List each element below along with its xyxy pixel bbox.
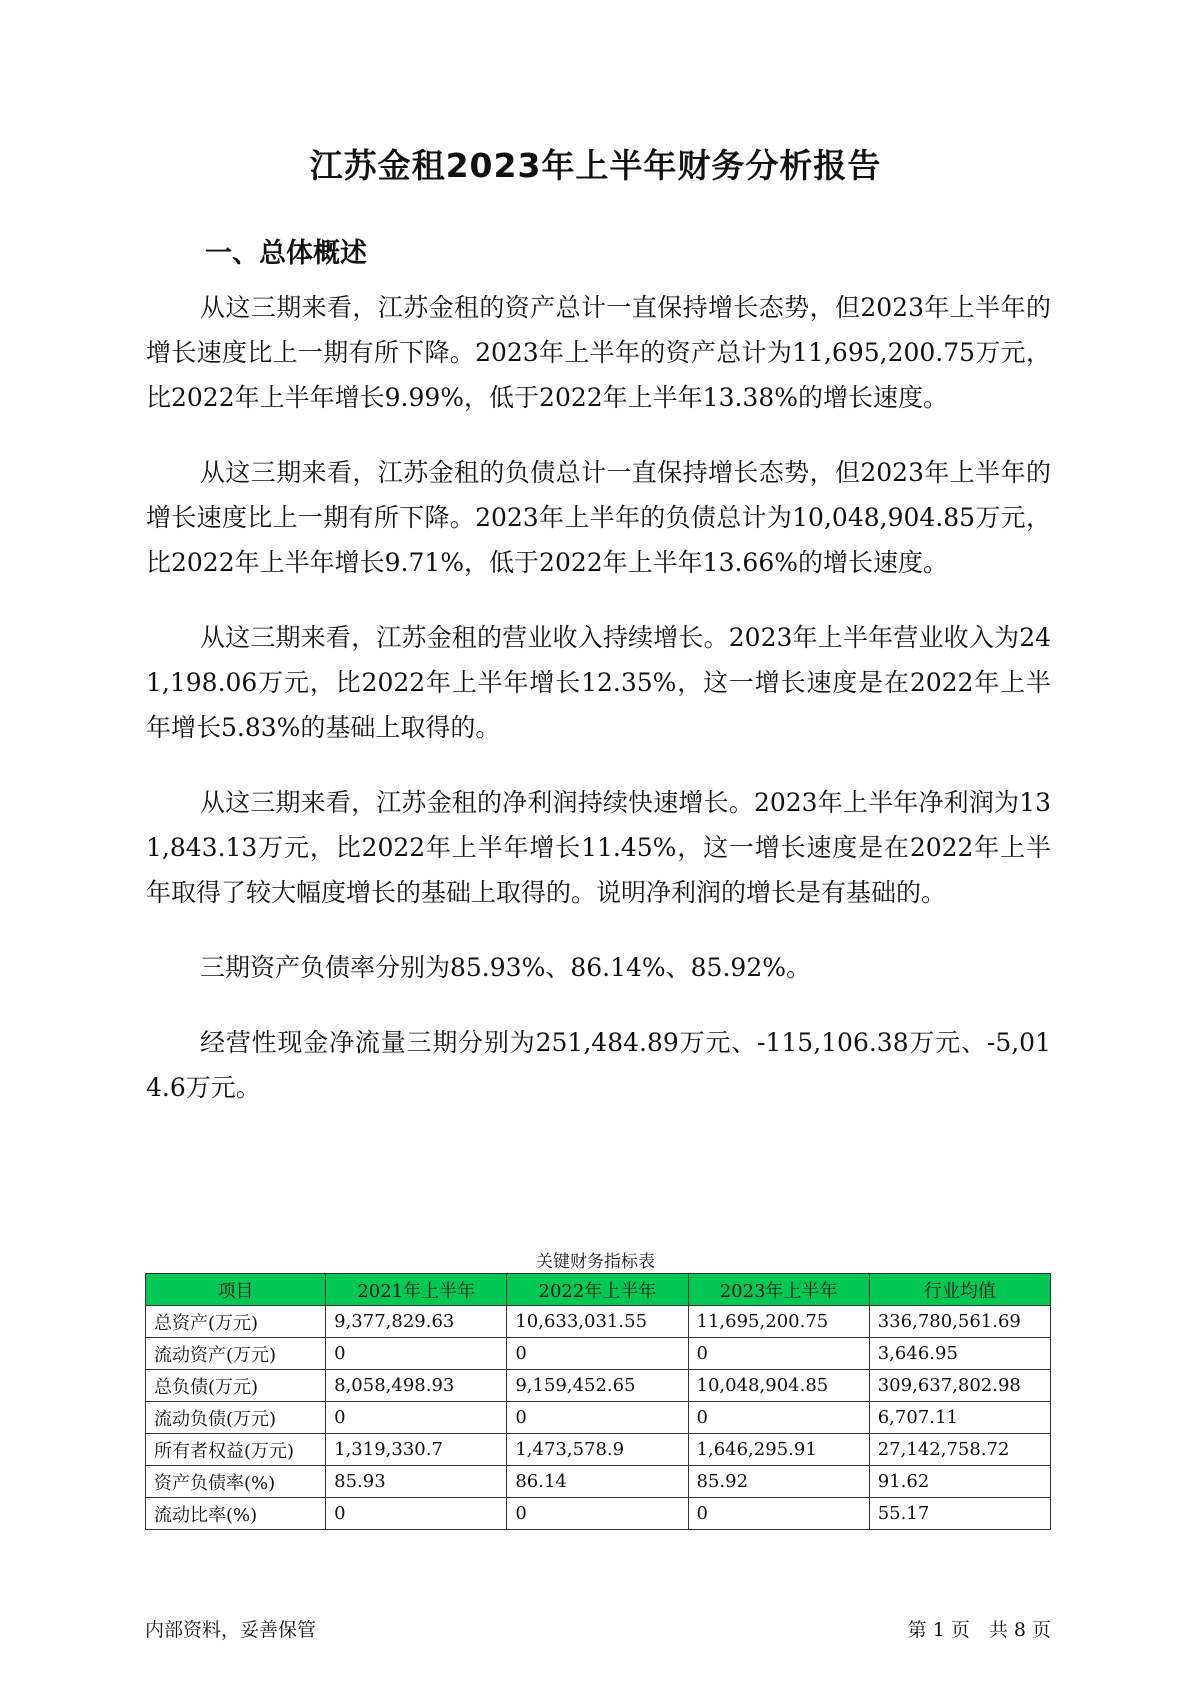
table-row <box>146 1306 1051 1338</box>
table-cell: 流动比率(%) <box>146 1498 326 1530</box>
table-cell: 流动资产(万元) <box>146 1338 326 1370</box>
paragraph-cash-flow: 经营性现金净流量三期分别为251,484.89万元、-115,106.38万元、-5,014.6万元。 <box>146 1028 1051 1102</box>
table-cell: 9,159,452.65 <box>507 1370 688 1402</box>
table-cell: 85.92 <box>688 1466 869 1498</box>
table-cell: 1,646,295.91 <box>688 1434 869 1466</box>
table-cell: 6,707.11 <box>869 1402 1050 1434</box>
table-header-cell: 行业均值 <box>869 1274 1050 1306</box>
table-cell: 所有者权益(万元) <box>146 1434 326 1466</box>
paragraph-revenue: 从这三期来看，江苏金租的营业收入持续增长。2023年上半年营业收入为241,198.06万元，比2022年上半年增长12.35%，这一增长速度是在2022年上半年增长5.83%的基础上取得的。 <box>146 623 1051 742</box>
paragraph-debt-ratio: 三期资产负债率分别为85.93%、86.14%、85.92%。 <box>200 953 811 982</box>
table-caption: 关键财务指标表 <box>536 1252 655 1272</box>
table-header-cell: 项目 <box>146 1274 326 1306</box>
table-cell: 1,473,578.9 <box>507 1434 688 1466</box>
table-cell: 27,142,758.72 <box>869 1434 1050 1466</box>
table-cell: 85.93 <box>326 1466 507 1498</box>
table-cell: 总资产(万元) <box>146 1306 326 1338</box>
table-cell: 10,633,031.55 <box>507 1306 688 1338</box>
page-title: 江苏金租2023年上半年财务分析报告 <box>309 146 882 185</box>
footer-page-number: 第 1 页 共 8 页 <box>907 1619 1051 1641</box>
table-cell: 91.62 <box>869 1466 1050 1498</box>
paragraph-total-liabilities: 从这三期来看，江苏金租的负债总计一直保持增长态势，但2023年上半年的增长速度比上一期有所下降。2023年上半年的负债总计为10,048,904.85万元，比2022年上半年增长9.71%，低于2022年上半年13.66%的增长速度。 <box>146 458 1051 577</box>
table-row <box>146 1434 1051 1466</box>
report-body <box>146 285 1051 1140</box>
table-row <box>146 1466 1051 1498</box>
table-header-cell: 2023年上半年 <box>688 1274 869 1306</box>
table-row <box>146 1402 1051 1434</box>
section-heading: 一、总体概述 <box>205 238 367 269</box>
table-header-row <box>146 1274 1051 1306</box>
table-cell: 总负债(万元) <box>146 1370 326 1402</box>
table-cell: 3,646.95 <box>869 1338 1050 1370</box>
table-cell: 336,780,561.69 <box>869 1306 1050 1338</box>
table-row <box>146 1338 1051 1370</box>
table-cell: 0 <box>507 1498 688 1530</box>
table-row <box>146 1370 1051 1402</box>
table-cell: 0 <box>688 1498 869 1530</box>
table-cell: 0 <box>688 1402 869 1434</box>
table-cell: 11,695,200.75 <box>688 1306 869 1338</box>
key-metrics-table <box>145 1273 1051 1530</box>
footer-confidential-note: 内部资料，妥善保管 <box>145 1619 317 1641</box>
table-cell: 10,048,904.85 <box>688 1370 869 1402</box>
table-cell: 0 <box>326 1402 507 1434</box>
table-row <box>146 1498 1051 1530</box>
table-cell: 8,058,498.93 <box>326 1370 507 1402</box>
table-cell: 0 <box>507 1402 688 1434</box>
table-cell: 86.14 <box>507 1466 688 1498</box>
table-cell: 0 <box>507 1338 688 1370</box>
table-cell: 9,377,829.63 <box>326 1306 507 1338</box>
table-cell: 55.17 <box>869 1498 1050 1530</box>
table-header-cell: 2021年上半年 <box>326 1274 507 1306</box>
paragraph-total-assets: 从这三期来看，江苏金租的资产总计一直保持增长态势，但2023年上半年的增长速度比上一期有所下降。2023年上半年的资产总计为11,695,200.75万元，比2022年上半年增长9.99%，低于2022年上半年13.38%的增长速度。 <box>146 293 1051 412</box>
table-cell: 1,319,330.7 <box>326 1434 507 1466</box>
table-cell: 0 <box>688 1338 869 1370</box>
table-cell: 309,637,802.98 <box>869 1370 1050 1402</box>
table-cell: 资产负债率(%) <box>146 1466 326 1498</box>
table-cell: 流动负债(万元) <box>146 1402 326 1434</box>
table-cell: 0 <box>326 1498 507 1530</box>
table-header-cell: 2022年上半年 <box>507 1274 688 1306</box>
table-cell: 0 <box>326 1338 507 1370</box>
paragraph-net-profit: 从这三期来看，江苏金租的净利润持续快速增长。2023年上半年净利润为131,843.13万元，比2022年上半年增长11.45%，这一增长速度是在2022年上半年取得了较大幅度增长的基础上取得的。说明净利润的增长是有基础的。 <box>146 788 1051 907</box>
